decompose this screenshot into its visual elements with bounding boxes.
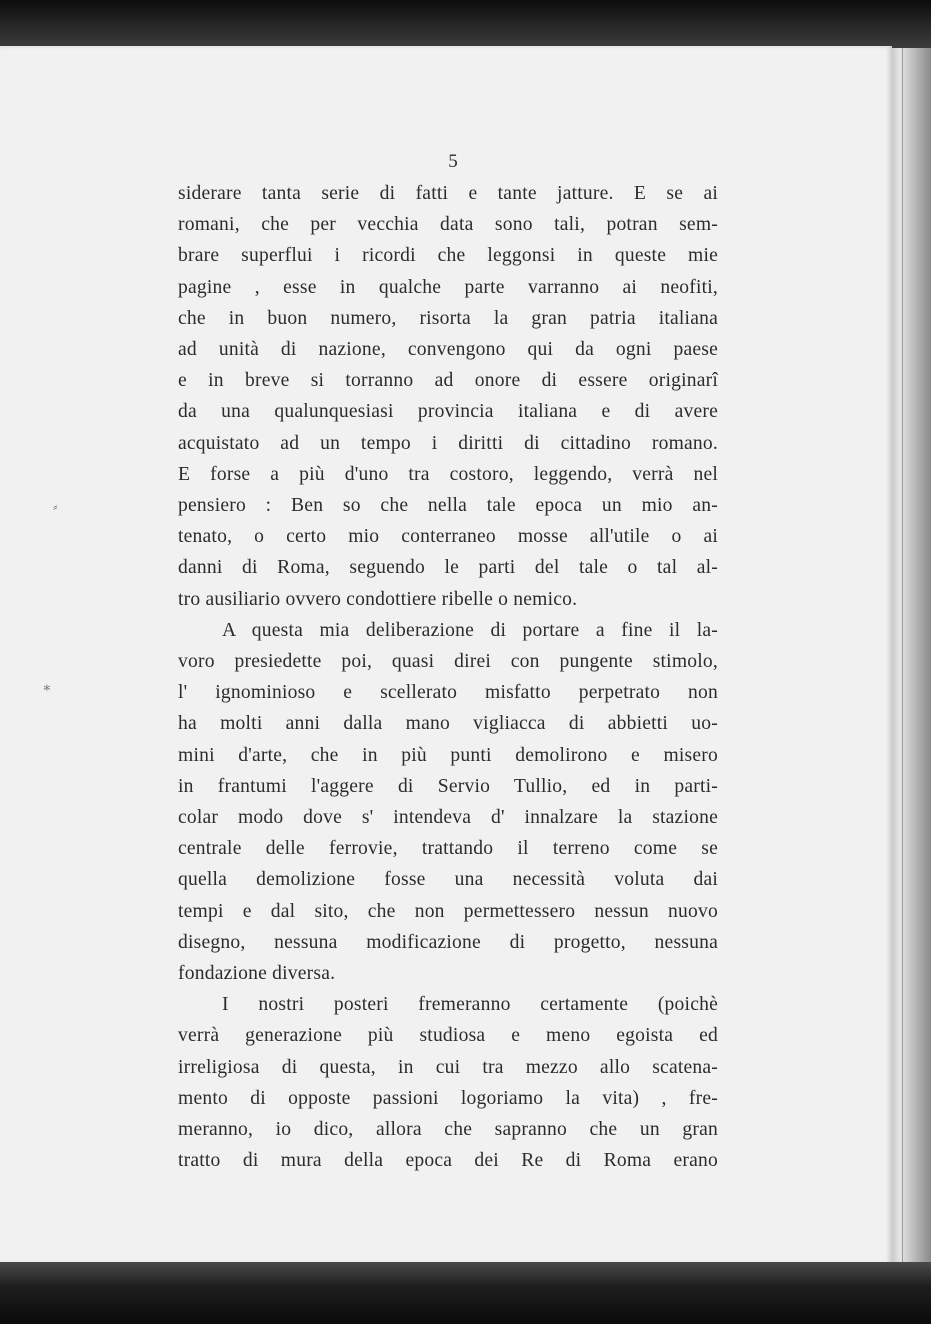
text-line: voro presiedette poi, quasi direi con pungente stimolo, — [178, 651, 718, 673]
text-line: e in breve si torranno ad onore di essere originarî — [178, 370, 718, 392]
scan-top-border — [0, 0, 931, 48]
margin-speck: ∗ — [42, 681, 52, 696]
text-line: pensiero : Ben so che nella tale epoca un mio an- — [178, 495, 718, 517]
text-line: tro ausiliario ovvero condottiere ribelle o nemico. — [178, 588, 578, 610]
text-line: l' ignominioso e scellerato misfatto perpetrato non — [178, 682, 718, 704]
text-line: irreligiosa di questa, in cui tra mezzo allo scatena- — [178, 1056, 718, 1078]
text-line: che in buon numero, risorta la gran patria italiana — [178, 307, 718, 329]
text-line: quella demolizione fosse una necessità voluta dai — [178, 869, 718, 891]
scan-bottom-border — [0, 1262, 931, 1324]
page-text — [178, 150, 718, 1177]
text-line: da una qualunquesiasi provincia italiana e di avere — [178, 401, 718, 423]
text-line: romani, che per vecchia data sono tali, potran sem- — [178, 214, 718, 236]
text-line: colar modo dove s' intendeva d' innalzare la stazione — [178, 807, 718, 829]
paragraph-first-line: A questa mia deliberazione di portare a fine il la- — [222, 619, 718, 641]
text-line: meranno, io dico, allora che sapranno che un gran — [178, 1119, 718, 1141]
text-line: mento di opposte passioni logoriamo la vita) , fre- — [178, 1087, 718, 1109]
paragraph-first-line: I nostri posteri fremeranno certamente (poichè — [222, 994, 718, 1016]
text-line: acquistato ad un tempo i diritti di cittadino romano. — [178, 432, 718, 454]
page-number: 5 — [448, 151, 458, 172]
page-stack-edge — [892, 48, 931, 1264]
text-line: ha molti anni dalla mano vigliacca di abbietti uo- — [178, 713, 718, 735]
text-line: verrà generazione più studiosa e meno egoista ed — [178, 1025, 718, 1047]
text-line: pagine , esse in qualche parte varranno ai neofiti, — [178, 276, 718, 298]
text-line: ad unità di nazione, convengono qui da ogni paese — [178, 339, 718, 361]
text-line: E forse a più d'uno tra costoro, leggendo, verrà nel — [178, 463, 718, 485]
margin-speck: ⸗ — [53, 500, 58, 515]
text-line: mini d'arte, che in più punti demolirono e misero — [178, 744, 718, 766]
text-line: disegno, nessuna modificazione di progetto, nessuna — [178, 931, 718, 953]
text-line: tratto di mura della epoca dei Re di Roma erano — [178, 1150, 718, 1172]
text-line: tenato, o certo mio conterraneo mosse all'utile o ai — [178, 526, 718, 548]
text-line: fondazione diversa. — [178, 963, 336, 985]
text-line: in frantumi l'aggere di Servio Tullio, ed in parti- — [178, 775, 718, 797]
text-line: centrale delle ferrovie, trattando il terreno come se — [178, 838, 718, 860]
text-line: tempi e dal sito, che non permettessero nessun nuovo — [178, 900, 718, 922]
text-line: danni di Roma, seguendo le parti del tale o tal al- — [178, 557, 718, 579]
text-line: brare superflui i ricordi che leggonsi in queste mie — [178, 245, 718, 267]
text-line: siderare tanta serie di fatti e tante jatture. E se ai — [178, 183, 718, 204]
